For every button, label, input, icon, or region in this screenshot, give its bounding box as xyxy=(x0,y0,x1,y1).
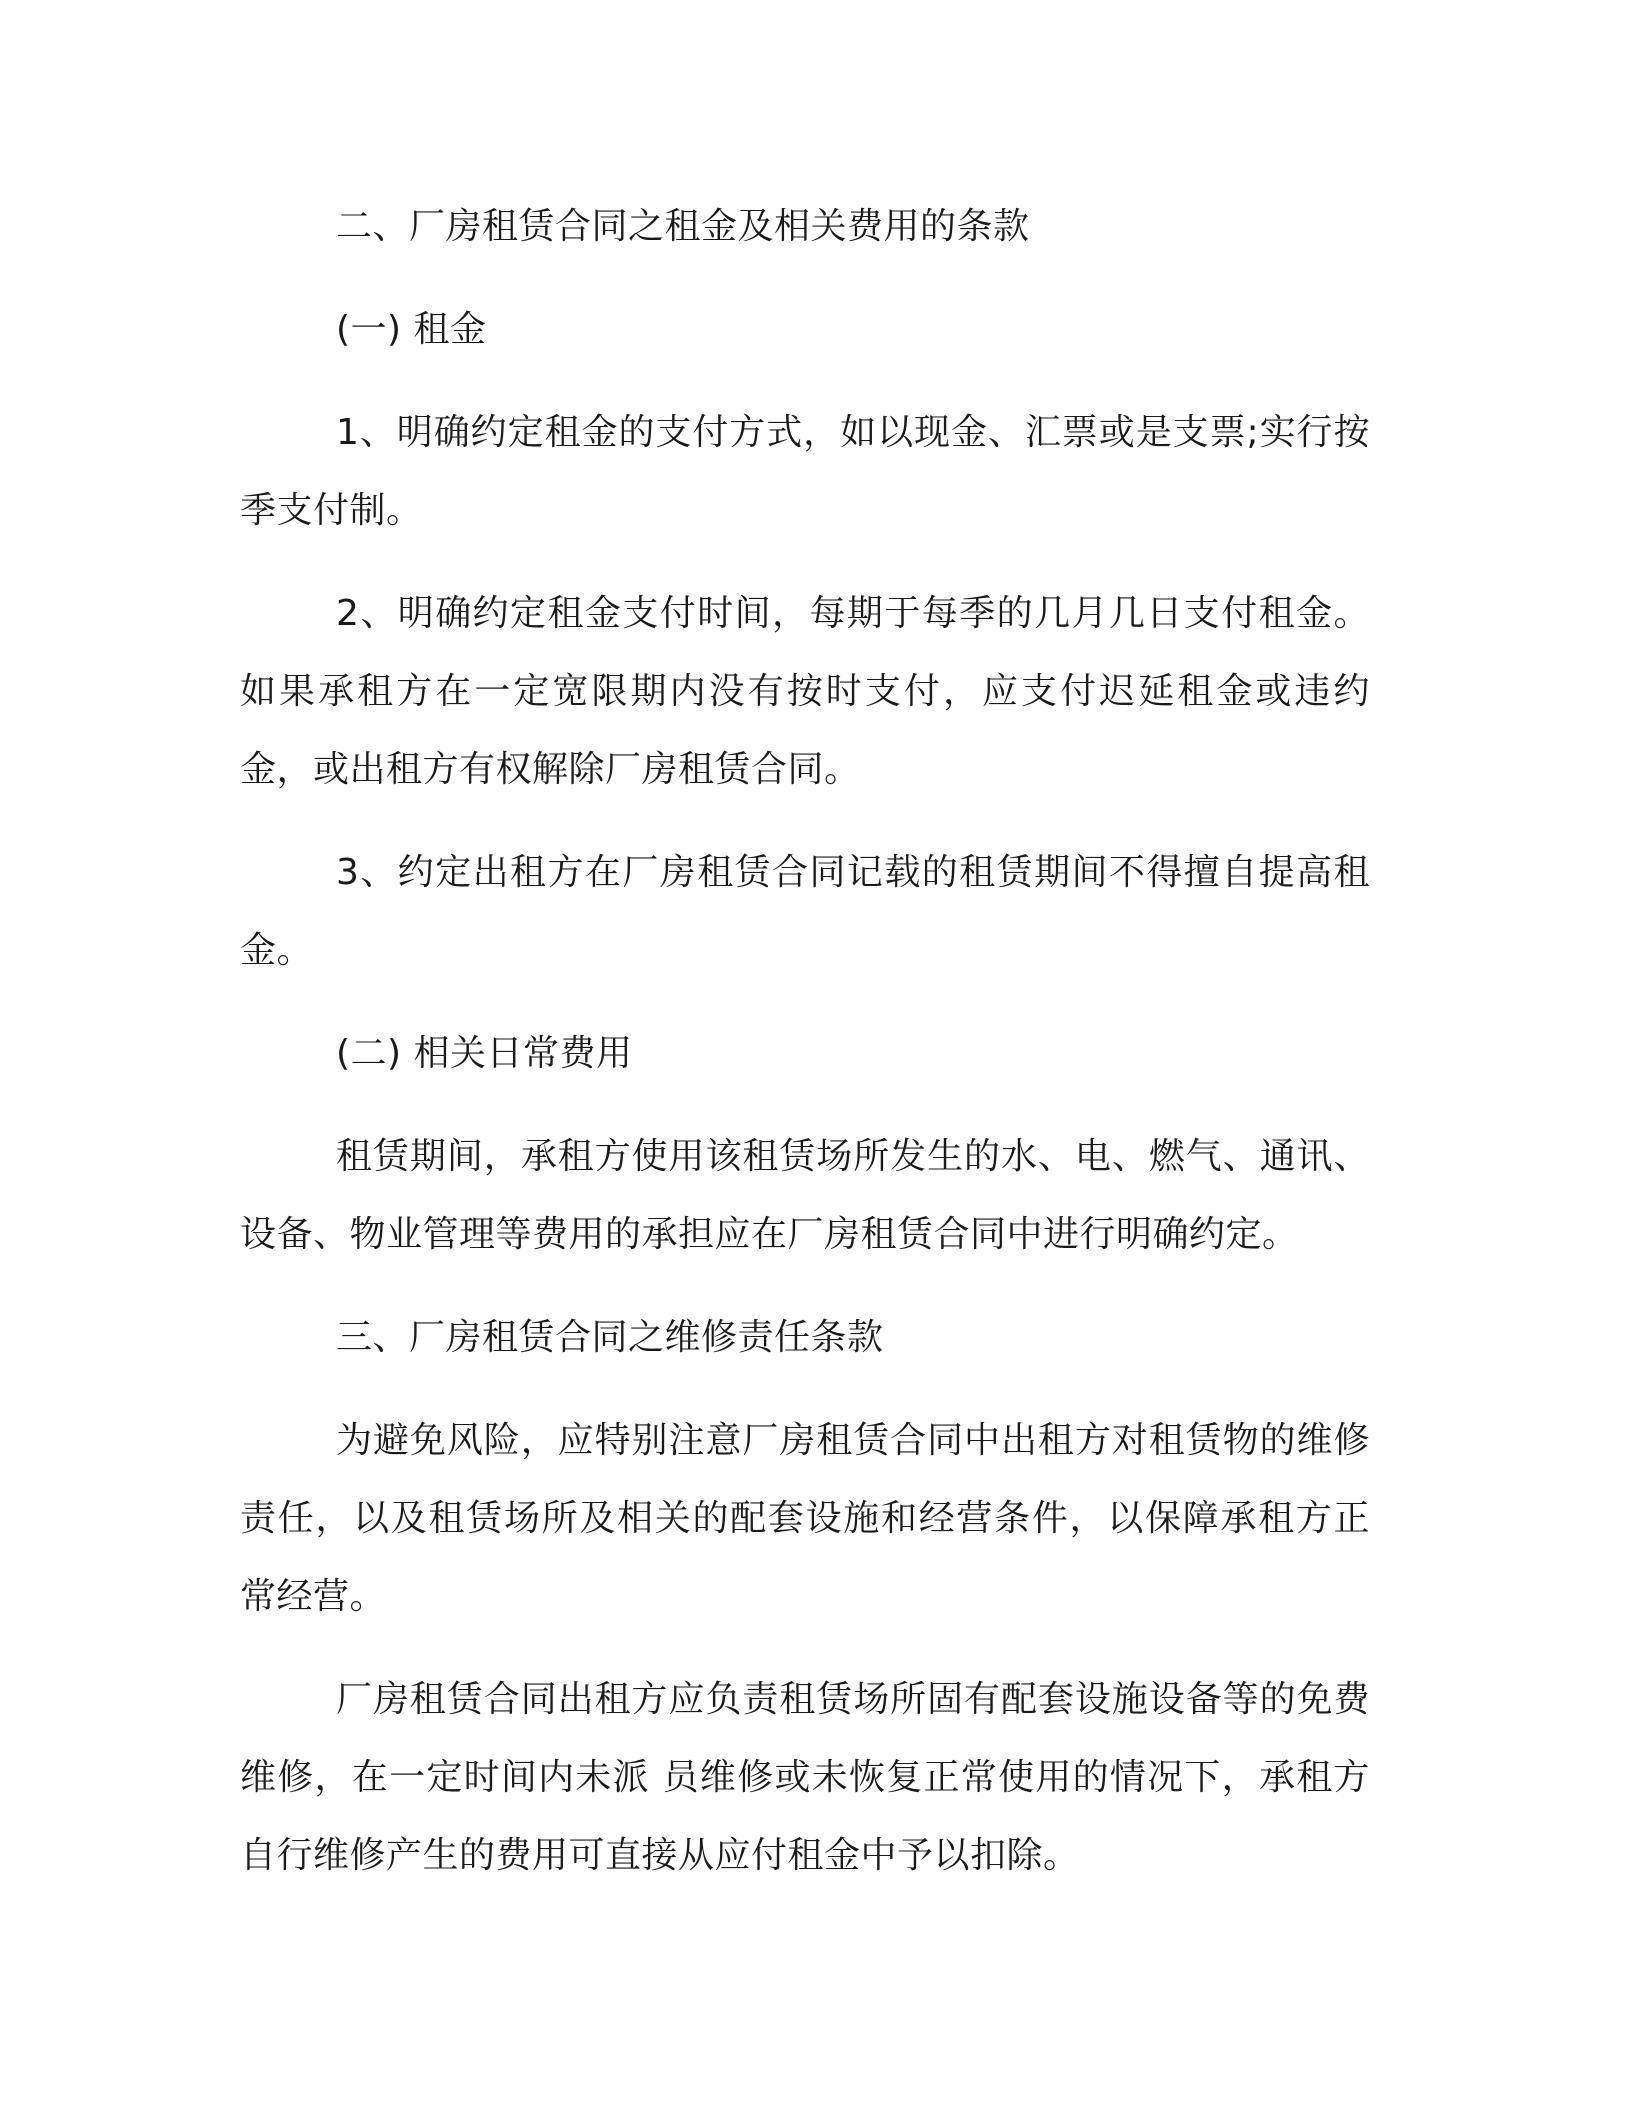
section-heading-maintenance: 三、厂房租赁合同之维修责任条款 xyxy=(336,1317,884,1358)
subheading-rent: (一) 租金 xyxy=(336,309,487,350)
rent-clause-3: 3、约定出租方在厂房租赁合同记载的租赁期间不得擅自提高租金。 xyxy=(240,852,1370,971)
section-heading-rent-fees: 二、厂房租赁合同之租金及相关费用的条款 xyxy=(336,206,1030,247)
daily-fees-paragraph: 租赁期间，承租方使用该租赁场所发生的水、电、燃气、通讯、设备、物业管理等费用的承担应在厂房租赁合同中进行明确约定。 xyxy=(240,1136,1370,1255)
rent-clause-1: 1、明确约定租金的支付方式，如以现金、汇票或是支票;实行按季支付制。 xyxy=(240,412,1370,531)
document-body xyxy=(240,188,1370,1895)
maintenance-paragraph-2: 厂房租赁合同出租方应负责租赁场所固有配套设施设备等的免费维修，在一定时间内未派 员维修或未恢复正常使用的情况下，承租方自行维修产生的费用可直接从应付租金中予以扣除。 xyxy=(240,1679,1370,1876)
rent-clause-2: 2、明确约定租金支付时间，每期于每季的几月几日支付租金。如果承租方在一定宽限期内没有按时支付，应支付迟延租金或违约金，或出租方有权解除厂房租赁合同。 xyxy=(240,593,1370,790)
maintenance-paragraph-1: 为避免风险，应特别注意厂房租赁合同中出租方对租赁物的维修责任，以及租赁场所及相关的配套设施和经营条件，以保障承租方正常经营。 xyxy=(240,1420,1370,1617)
subheading-daily-fees: (二) 相关日常费用 xyxy=(336,1033,633,1074)
